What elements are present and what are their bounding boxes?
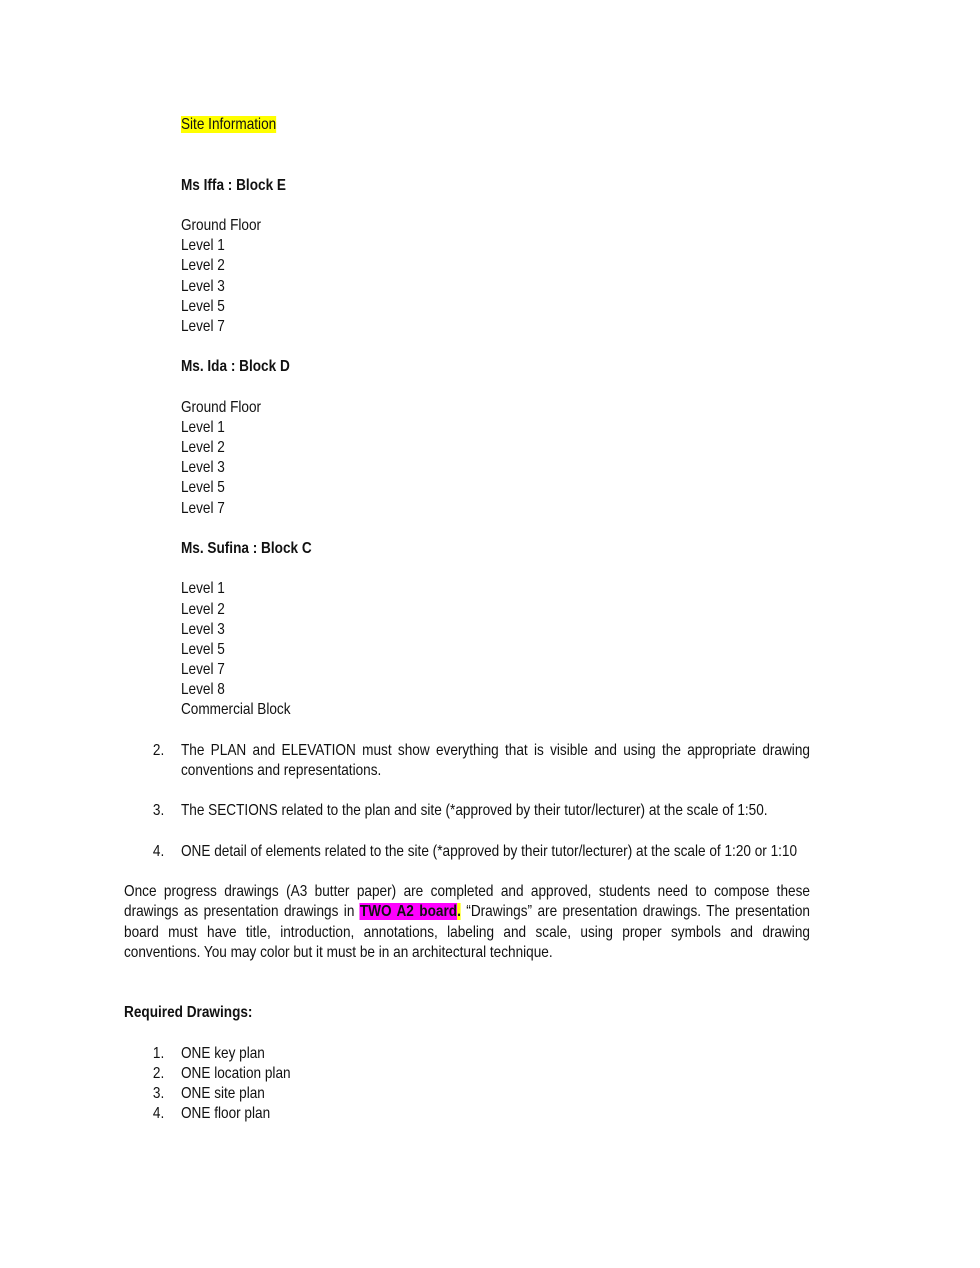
level-item: Level 7 <box>180 499 225 517</box>
site-info-heading-line <box>124 115 810 135</box>
level-item: Ground Floor <box>180 216 262 234</box>
level-item: Level 2 <box>180 257 225 275</box>
item-text: ONE site plan <box>180 1085 265 1103</box>
level-item: Commercial Block <box>180 701 291 719</box>
level-item: Level 7 <box>180 317 225 335</box>
highlighted-text: TWO A2 board <box>359 903 458 921</box>
item-text: ONE location plan <box>180 1064 291 1082</box>
item-text: ONE key plan <box>180 1044 265 1062</box>
required-item <box>124 1084 810 1104</box>
item-number: 1. <box>152 1044 165 1062</box>
level-item: Level 1 <box>180 237 225 255</box>
level-item: Level 1 <box>180 580 225 598</box>
level-item: Level 2 <box>180 600 225 618</box>
numbered-item <box>124 741 810 781</box>
level-item: Level 5 <box>180 479 225 497</box>
numbered-item <box>124 842 810 862</box>
block-title: Ms. Ida : Block D <box>180 358 290 376</box>
level-item: Level 3 <box>180 620 225 638</box>
paragraph-text: “Drawings” are presentation drawings. The presentation board must have title, introduction, annotations, labeling and scale, using proper symbols and drawing conventions. You may color but it must be in an architectural technique. <box>124 903 810 961</box>
item-number: 4. <box>152 842 165 860</box>
block-title: Ms. Sufina : Block C <box>180 539 312 557</box>
item-text: The PLAN and ELEVATION must show everything that is visible and using the appropriate drawing conventions and representations. <box>180 741 810 780</box>
level-item: Ground Floor <box>180 398 262 416</box>
site-info-heading: Site Information <box>180 116 277 133</box>
highlighted-period: . <box>457 903 461 921</box>
instructions-paragraph <box>124 882 810 963</box>
required-item <box>124 1044 810 1064</box>
level-item: Level 1 <box>180 418 225 436</box>
item-number: 2. <box>152 1064 165 1082</box>
level-item: Level 8 <box>180 681 225 699</box>
required-drawings-heading: Required Drawings: <box>124 1004 253 1022</box>
item-text: ONE detail of elements related to the site (*approved by their tutor/lecturer) at the scale of 1:20 or 1:10 <box>180 842 798 860</box>
block-title: Ms Iffa : Block E <box>180 176 286 194</box>
paragraph-text: Once progress drawings (A3 butter paper) are completed and approved, students need to compose these drawings as presentation drawings in <box>124 883 810 921</box>
item-number: 3. <box>152 1085 165 1103</box>
level-item: Level 7 <box>180 661 225 679</box>
item-text: The SECTIONS related to the plan and site (*approved by their tutor/lecturer) at the scale of 1:50. <box>180 802 768 820</box>
item-number: 2. <box>152 741 165 759</box>
item-number: 3. <box>152 802 165 820</box>
required-item <box>124 1104 810 1124</box>
item-text: ONE floor plan <box>180 1105 271 1123</box>
level-item: Level 2 <box>180 439 225 456</box>
required-item <box>124 1064 810 1084</box>
level-item: Level 5 <box>180 297 225 315</box>
level-item: Level 5 <box>180 640 225 658</box>
item-number: 4. <box>152 1105 165 1123</box>
document-page <box>124 115 810 1125</box>
numbered-item <box>124 801 810 821</box>
level-item: Level 3 <box>180 277 225 295</box>
level-item: Level 3 <box>180 459 225 477</box>
